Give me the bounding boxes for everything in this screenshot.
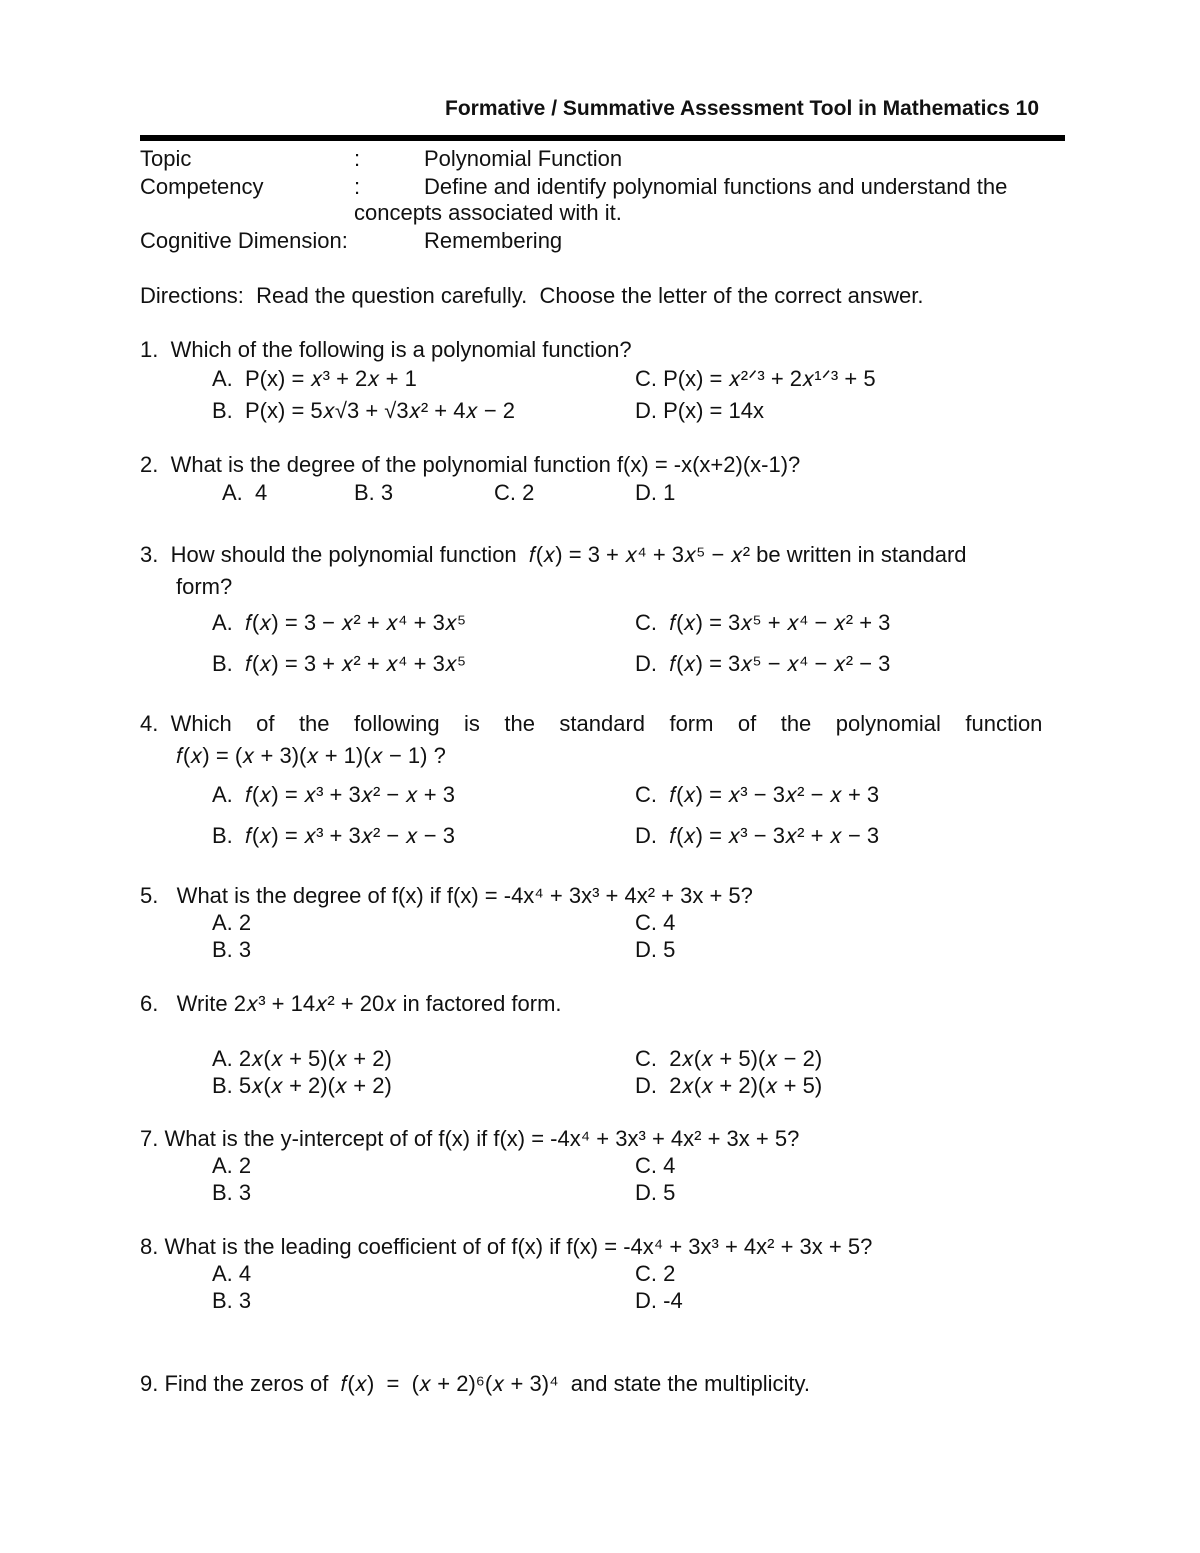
question-1-option-d: D. P(x) = 14x [635, 398, 764, 423]
question-5-option-b: B. 3 [212, 937, 252, 962]
question-7-option-b: B. 3 [212, 1180, 252, 1205]
question-5-option-c: C. 4 [635, 910, 676, 935]
question-8-option-c: C. 2 [635, 1261, 676, 1286]
question-5-stem: 5. What is the degree of f(x) if f(x) = -4x⁴ + 3x³ + 4x² + 3x + 5? [140, 883, 753, 908]
question-9-stem: 9. Find the zeros of 𝑓(𝑥) = (𝑥 + 2)⁶(𝑥 + 3)⁴ and state the multiplicity. [140, 1371, 811, 1396]
cognitive-label: Cognitive Dimension: [140, 228, 348, 253]
topic-value: Polynomial Function [424, 146, 623, 171]
topic-separator: : [354, 146, 361, 171]
question-3-option-a: A. 𝑓(𝑥) = 3 − 𝑥² + 𝑥⁴ + 3𝑥⁵ [212, 610, 467, 635]
question-4-stem-line1: 4. Which of the following is the standard form of the polynomial function [140, 711, 1043, 736]
question-4-stem-line2: 𝑓(𝑥) = (𝑥 + 3)(𝑥 + 1)(𝑥 − 1) ? [176, 743, 446, 768]
question-2-option-a: A. 4 [222, 480, 268, 505]
question-7-option-a: A. 2 [212, 1153, 252, 1178]
question-6-option-c: C. 2𝑥(𝑥 + 5)(𝑥 − 2) [635, 1046, 823, 1071]
question-8-option-b: B. 3 [212, 1288, 252, 1313]
competency-value-line1: Define and identify polynomial functions and understand the [424, 174, 1008, 199]
header-rule [140, 135, 1065, 141]
topic-label: Topic [140, 146, 192, 171]
directions: Directions: Read the question carefully. Choose the letter of the correct answer. [140, 283, 924, 308]
question-8-option-a: A. 4 [212, 1261, 252, 1286]
question-2-option-b: B. 3 [354, 480, 394, 505]
question-4-option-b: B. 𝑓(𝑥) = 𝑥³ + 3𝑥² − 𝑥 − 3 [212, 823, 455, 848]
question-7-option-d: D. 5 [635, 1180, 676, 1205]
competency-value-line2: concepts associated with it. [354, 200, 622, 225]
question-2-option-d: D. 1 [635, 480, 676, 505]
question-2-option-c: C. 2 [494, 480, 535, 505]
question-3-option-c: C. 𝑓(𝑥) = 3𝑥⁵ + 𝑥⁴ − 𝑥² + 3 [635, 610, 891, 635]
question-3-option-b: B. 𝑓(𝑥) = 3 + 𝑥² + 𝑥⁴ + 3𝑥⁵ [212, 651, 467, 676]
cognitive-value: Remembering [424, 228, 563, 253]
question-5-option-d: D. 5 [635, 937, 676, 962]
question-6-stem: 6. Write 2𝑥³ + 14𝑥² + 20𝑥 in factored form. [140, 991, 562, 1016]
question-1-option-c: C. P(x) = 𝑥²ᐟ³ + 2𝑥¹ᐟ³ + 5 [635, 366, 876, 391]
question-4-option-a: A. 𝑓(𝑥) = 𝑥³ + 3𝑥² − 𝑥 + 3 [212, 782, 455, 807]
question-5-option-a: A. 2 [212, 910, 252, 935]
question-1-option-a: A. P(x) = 𝑥³ + 2𝑥 + 1 [212, 366, 417, 391]
question-1-stem: 1. Which of the following is a polynomial function? [140, 337, 632, 362]
question-4-option-c: C. 𝑓(𝑥) = 𝑥³ − 3𝑥² − 𝑥 + 3 [635, 782, 880, 807]
question-7-stem: 7. What is the y-intercept of of f(x) if f(x) = -4x⁴ + 3x³ + 4x² + 3x + 5? [140, 1126, 800, 1151]
question-6-option-b: B. 5𝑥(𝑥 + 2)(𝑥 + 2) [212, 1073, 392, 1098]
question-8-stem: 8. What is the leading coefficient of of f(x) if f(x) = -4x⁴ + 3x³ + 4x² + 3x + 5? [140, 1234, 873, 1259]
question-3-option-d: D. 𝑓(𝑥) = 3𝑥⁵ − 𝑥⁴ − 𝑥² − 3 [635, 651, 891, 676]
document-title: Formative / Summative Assessment Tool in Mathematics 10 [445, 97, 1040, 120]
question-3-stem-line1: 3. How should the polynomial function 𝑓(𝑥) = 3 + 𝑥⁴ + 3𝑥⁵ − 𝑥² be written in standard [140, 542, 967, 567]
question-6-option-a: A. 2𝑥(𝑥 + 5)(𝑥 + 2) [212, 1046, 392, 1071]
question-1-option-b: B. P(x) = 5𝑥√3 + √3𝑥² + 4𝑥 − 2 [212, 398, 516, 423]
question-2-stem: 2. What is the degree of the polynomial function f(x) = -x(x+2)(x-1)? [140, 452, 801, 477]
competency-label: Competency [140, 174, 264, 199]
competency-separator: : [354, 174, 361, 199]
question-4-option-d: D. 𝑓(𝑥) = 𝑥³ − 3𝑥² + 𝑥 − 3 [635, 823, 880, 848]
question-7-option-c: C. 4 [635, 1153, 676, 1178]
question-3-stem-line2: form? [176, 574, 233, 599]
question-6-option-d: D. 2𝑥(𝑥 + 2)(𝑥 + 5) [635, 1073, 823, 1098]
question-8-option-d: D. -4 [635, 1288, 683, 1313]
